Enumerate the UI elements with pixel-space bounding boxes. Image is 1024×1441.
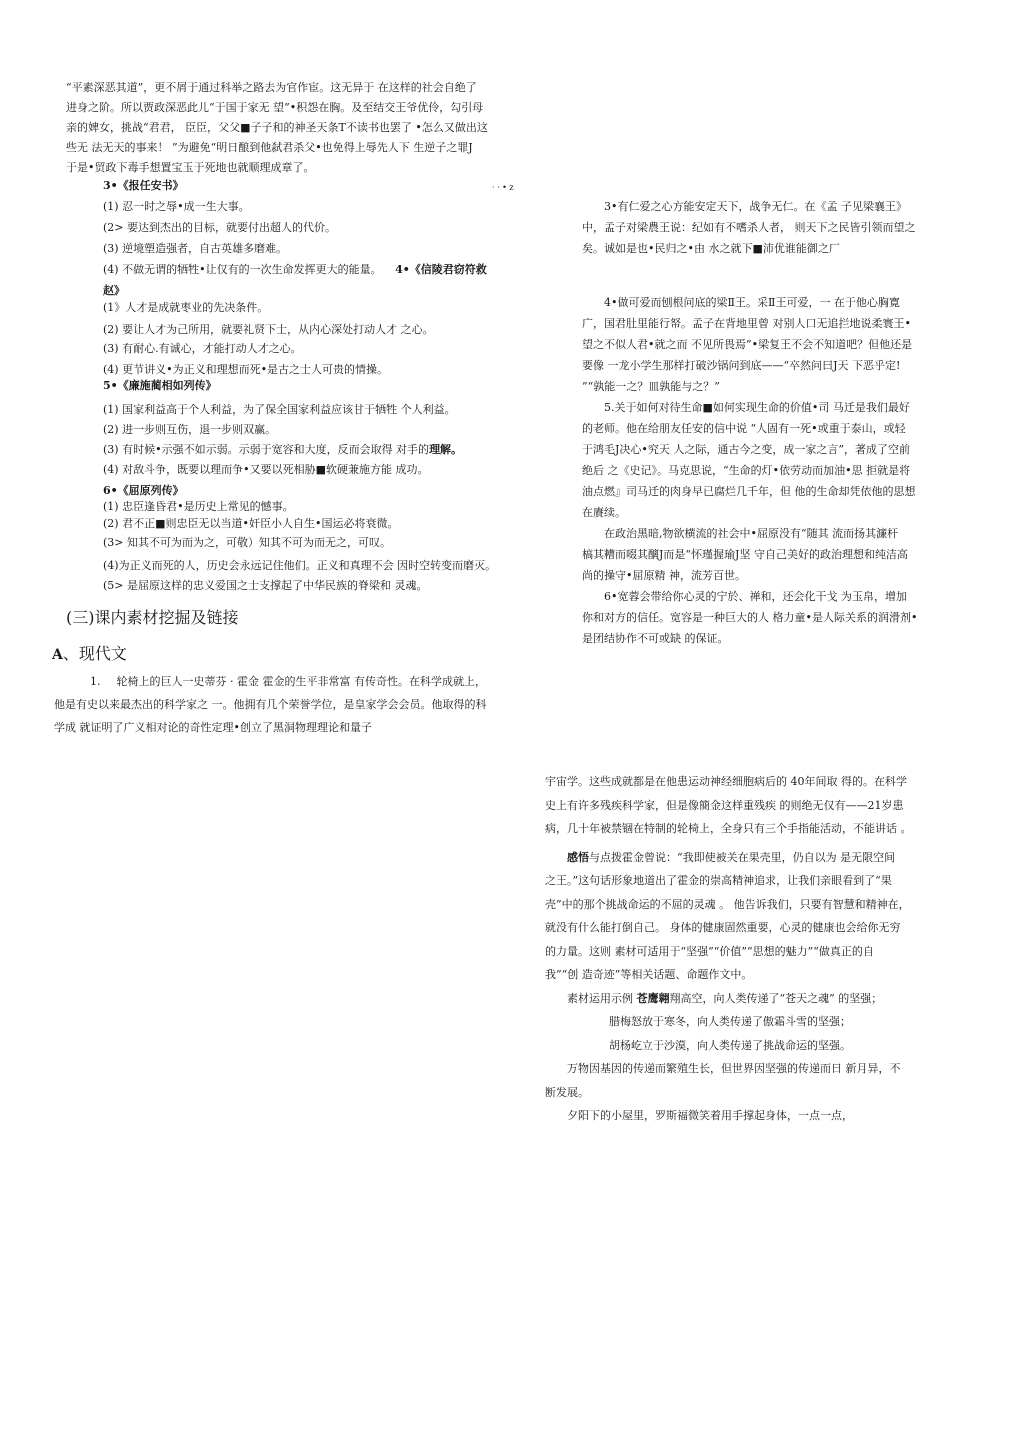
text-line-content: 与点拨霍金曾说：“我即使被关在果壳里，仍自以为 是无限空间 (589, 850, 896, 864)
text-line-content: 轮椅上的巨人一史蒂芬 · 霍金 霍金的生平非常富 有传奇性。在科学成就上， (116, 675, 486, 688)
text-line (545, 846, 912, 870)
sub-heading-letter: A (52, 647, 63, 663)
text-line: 5.关于如何对待生命■如何实现生命的价值•司 马迁是我们最好 (604, 401, 910, 414)
text-line: 的老师。他在给朋友任安的信中说 “人固有一死•或重于泰山，或轻 (582, 422, 906, 435)
text-line: 就没有什么能打倒自己。 身体的健康固然重要，心灵的健康也会给你无穷 (545, 921, 901, 934)
text-line: 要像 一龙小学生那样打破沙锅问到底——“卒然问曰J天 下恶乎定! (582, 359, 901, 372)
list-6 (103, 498, 496, 594)
text-line: 我”“创 造奇迹”等相关话题、命题作文中。 (545, 968, 753, 981)
text-line: 进身之阶。所以贾政深恶此儿“于国于家无 望”•积怨在胸。及至结交王爷优伶，勾引母 (66, 101, 484, 114)
text-line: 你和对方的信任。宽容是一种巨大的人 格力童•是人际关系的润滑剂• (582, 611, 918, 624)
text-line: 断发展。 (545, 1085, 589, 1099)
sub-heading (52, 643, 127, 666)
text-line: 病，几十年被禁锢在特制的轮椅上，全身只有三个手指能活动，不能讲话 。 (545, 822, 912, 835)
list-item: (4)为正义而死的人，历史会永远记住他们。正义和真理不会 因时空转变而磨灭。 (103, 559, 497, 572)
text-line (54, 670, 487, 693)
section-heading: (三)课内素材挖掘及链接 (66, 608, 239, 627)
sub-heading-text: 、现代文 (62, 644, 127, 663)
list-item: (5> 是屈原这样的忠义爱国之士支撑起了中华民族的脊梁和 灵魂。 (103, 579, 428, 592)
example-line: 腊梅怒放于寒冬，向人类传递了傲霜斗雪的坚强； (609, 1015, 851, 1028)
text-line (545, 987, 912, 1011)
text-line: 于是•贸政下毒手想置宝玉于死地也就顺理成章了。 (66, 161, 315, 174)
list-item: (2) 进一步则互伤，退一步则双赢。 (103, 423, 277, 436)
text-line-post: 翔高空，向人类传递了“苍天之魂” 的坚强； (669, 991, 883, 1005)
list-item: (4) 对敌斗争，既要以理而争•又要以死相胁■软硬兼施方能 成功。 (103, 463, 429, 476)
text-line: 学成 就证明了广义相对论的奇性定理•创立了黑洞物理理论和量子 (54, 721, 372, 734)
list-item: (1) 国家利益高于个人利益，为了保全国家利益应该甘于牺牲 个人利益。 (103, 403, 456, 416)
list-item-text: (3) 有时候•示强不如示弱。示弱于宽容和大度，反而会取得 对手的 (103, 443, 430, 456)
text-line: 尚的操守•屈原精 神，流芳百世。 (582, 569, 746, 582)
example-line: 胡杨屹立于沙漠，向人类传递了挑战命运的坚强。 (609, 1038, 851, 1052)
heading-5: 5•《廉施蔺相如列传》 (103, 379, 217, 392)
text-line: 望之不似人君•就之而 不见所畏焉”•梁复王不会不知道吧？但他还是 (582, 338, 913, 351)
heading-4a: 4•《信陵君窃符救 (395, 263, 487, 276)
text-line: 在賡续。 (582, 506, 626, 519)
text-line: 壳”中的那个挑战命运的不屈的灵魂 。 他告诉我们，只要有智慧和精神在， (545, 897, 910, 911)
list-5 (103, 400, 462, 480)
list-item: (1》人才是成就枣业的先决条件。 (103, 301, 269, 314)
text-line: 4•做可爱而刨根问底的梁Ⅱ王。采Ⅱ王可爱，一 在于他心胸寛 (604, 296, 900, 309)
stray-marks: · · • z (492, 183, 514, 192)
left-top-paragraph (66, 78, 566, 178)
text-line: 的力量。这则 素材可适用于“坚强”“价值”“思想的魅力”“做真正的自 (545, 944, 874, 958)
list-3 (103, 196, 487, 301)
text-line: 些无 法无天的事来！ ”为避免“明日酿到他弑君杀父•也免得上辱先人下 生逆子之罪J (66, 141, 473, 154)
list-item-text: (4) 不做无谓的牺牲•让仅有的一次生命发挥更大的能量。 (103, 263, 382, 276)
text-line: 宇宙学。这些成就都是在他患运动神经细胞病后的 40年间取 得的。在科学 (545, 775, 907, 788)
text-line: “平素深恶其道”，更不屑于通过科举之路去为官作宦。这无异于 在这样的社会自绝了 (66, 81, 477, 94)
item-number: 1. (90, 675, 101, 688)
list-4 (103, 298, 434, 379)
text-line: 3•有仁爱之心方能安定天下，战争无仁。在《孟 子见梁襄王》 (604, 200, 907, 213)
list-item: (3> 知其不可为而为之，可敬）知其不可为而无之，可叹。 (103, 536, 392, 549)
list-item (103, 259, 487, 280)
list-item (103, 440, 462, 460)
text-line: 于鸿毛J决心•究天 人之际，通古今之变，成一家之言”，著成了空前 (582, 443, 911, 456)
heading-3: 3•《报任安书》 (103, 179, 184, 192)
list-item: (2) 要让人才为己所用，就要礼贤下士，从内心深处打动人才 之心。 (103, 323, 434, 336)
text-line: 油点燃』司马迁的肉身早已腐烂几千年，但 他的生命却凭依他的思想 (582, 485, 916, 498)
list-item: (4) 更节讲义•为正义和理想而死•是古之士人可贵的情操。 (103, 363, 389, 376)
text-line: ”“孰能一之？皿孰能与之？” (582, 380, 720, 393)
text-line: 亲的婢女，挑战“君君， 臣臣，父父■子子和的神圣天条T不读书也罢了 •怎么又做出这 (66, 121, 488, 134)
text-line: 6•宽蓉会带给你心灵的宁於、禅和，还会化干戈 为玉帛，增加 (604, 590, 907, 603)
text-line: 万物因基因的传递而繁殖生长，但世界因坚强的传递而日 新月异，不 (567, 1062, 901, 1075)
text-bold: 苍鹰翱 (636, 991, 670, 1005)
right-top-column (582, 196, 917, 649)
right-bottom-column (545, 770, 912, 1128)
heading-4b: 赵》 (103, 284, 125, 297)
list-item: (3) 有耐心.有诚心，才能打动人才之心。 (103, 342, 302, 355)
text-line: 夕阳下的小屋里，罗斯福微笑着用手撑起身体，一点一点， (567, 1109, 853, 1122)
list-item-bold: 理解。 (429, 443, 463, 456)
heading-6: 6•《屈原列传》 (103, 484, 184, 497)
text-line: 在政治黑暗,物欲横流的社会中•屈原没有“随其 流而扬其濂杆 (604, 527, 899, 540)
material-1 (54, 670, 487, 739)
text-line: 广，国君肚里能行帑。孟子在背地里曾 对别人口无追拦地说柔寰王• (582, 317, 911, 330)
text-line: 绝后 之《史记》。马克思说，“生命的灯•依劳动而加油•思 拒就是将 (582, 464, 911, 477)
text-bold: 感悟 (567, 850, 589, 864)
text-line: 是团结协作不可或缺 的保证。 (582, 632, 729, 645)
list-item: (1) 忍一时之辱•成一生大事。 (103, 200, 250, 213)
text-line: 他是有史以来最杰出的科学家之 一。他拥有几个荣誉学位，是皇家学会会员。他取得的科 (54, 698, 487, 711)
list-item: (3) 逆境塑造强者，自古英雄多磨难。 (103, 242, 288, 255)
text-line-pre: 素材运用示例 (567, 991, 637, 1005)
text-line: 之王。”这句话形象地道出了霍金的崇高精神追求，让我们亲眼看到了“果 (545, 874, 892, 887)
text-line: 史上有许多残疾科学家，但是像簡金这样重残疾 的则绝无仅有——21岁患 (545, 798, 904, 812)
list-item: (2> 要达到杰出的目标，就要付出超人的代价。 (103, 221, 337, 234)
text-line: 中，孟子对梁農王说：纪如有不嗜杀人者， 则天下之民皆引领而望之 (582, 221, 916, 234)
list-item: (2) 君不正■则忠臣无以当道•奸臣小人自生•国运必将衰微。 (103, 517, 399, 530)
text-line: 矣。诚如是也•民归之•由 水之就下■沛优谁能御之厂 (582, 242, 840, 255)
text-line: 槁其糟而啜其醨J而是“怀瑾握瑜J坚 守自己美好的政治理想和纯洁高 (582, 548, 908, 561)
list-item: (1) 忠臣逢昏君•是历史上常见的憾事。 (103, 500, 294, 513)
